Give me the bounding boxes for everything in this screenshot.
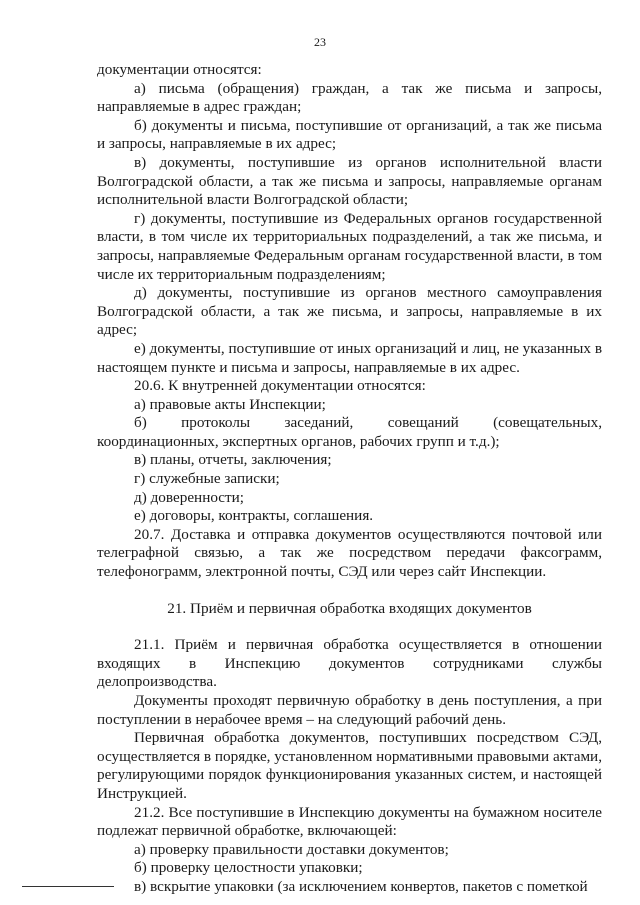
paragraph: а) письма (обращения) граждан, а так же письма и запросы, направляемые в адрес граждан; — [97, 79, 602, 116]
section-heading: 21. Приём и первичная обработка входящих документов — [167, 599, 532, 617]
paragraph: 20.6. К внутренней документации относятся: — [134, 377, 426, 395]
paragraph: е) документы, поступившие от иных организаций и лиц, не указанных в настоящем пункте и письма и запросы, направляемые в их адрес. — [97, 339, 602, 376]
document-body — [97, 61, 602, 897]
paragraph: Первичная обработка документов, поступивших посредством СЭД, осуществляется в порядке, установленном нормативными правовыми актами, регулирующими порядок функционирования указанных систем, и настоящей Инструкцией. — [97, 729, 602, 802]
paragraph: 21.1. Приём и первичная обработка осуществляется в отношении входящих в Инспекцию документов сотрудниками службы делопроизводства. — [97, 636, 602, 691]
paragraph: б) документы и письма, поступившие от организаций, а так же письма и запросы, направляемые в их адрес; — [97, 116, 602, 153]
paragraph: е) договоры, контракты, соглашения. — [134, 507, 374, 525]
paragraph: б) проверку целостности упаковки; — [134, 859, 363, 877]
paragraph: г) документы, поступившие из Федеральных органов государственной власти, в том числе их территориальных подразделений, а так же письма, и запросы, направляемые Федеральным органам государственной власти, в том числе их территориальным подразделениям; — [97, 209, 602, 283]
paragraph: а) правовые акты Инспекции; — [134, 395, 326, 413]
paragraph: б) протоколы заседаний, совещаний (совещательных, координационных, экспертных органов, рабочих групп и т.д.); — [97, 414, 602, 450]
paragraph: 21.2. Все поступившие в Инспекцию документы на бумажном носителе подлежат первичной обработке, включающей: — [97, 803, 602, 840]
paragraph: 20.7. Доставка и отправка документов осуществляются почтовой или телеграфной связью, а так же посредством передачи факсограмм, телефонограмм, электронной почты, СЭД или через сайт Инспекции. — [97, 525, 602, 581]
paragraph: в) планы, отчеты, заключения; — [134, 451, 332, 469]
paragraph: д) документы, поступившие из органов местного самоуправления Волгоградской области, а так же письма, и запросы, направляемые в их адрес; — [97, 284, 602, 339]
paragraph: в) документы, поступившие из органов исполнительной власти Волгоградской области, а так же письма и запросы, направляемые органам исполнительной власти Волгоградской области; — [97, 153, 602, 209]
paragraph: д) доверенности; — [134, 488, 245, 506]
paragraph: г) служебные записки; — [134, 470, 280, 488]
paragraph: Документы проходят первичную обработку в день поступления, а при поступлении в нерабочее время – на следующий рабочий день. — [97, 692, 602, 728]
paragraph: а) проверку правильности доставки документов; — [134, 840, 449, 858]
footnote-separator — [22, 886, 114, 887]
page-number: 23 — [314, 35, 326, 49]
paragraph: документации относятся: — [97, 61, 262, 78]
paragraph: в) вскрытие упаковки (за исключением конвертов, пакетов с пометкой — [134, 877, 588, 895]
